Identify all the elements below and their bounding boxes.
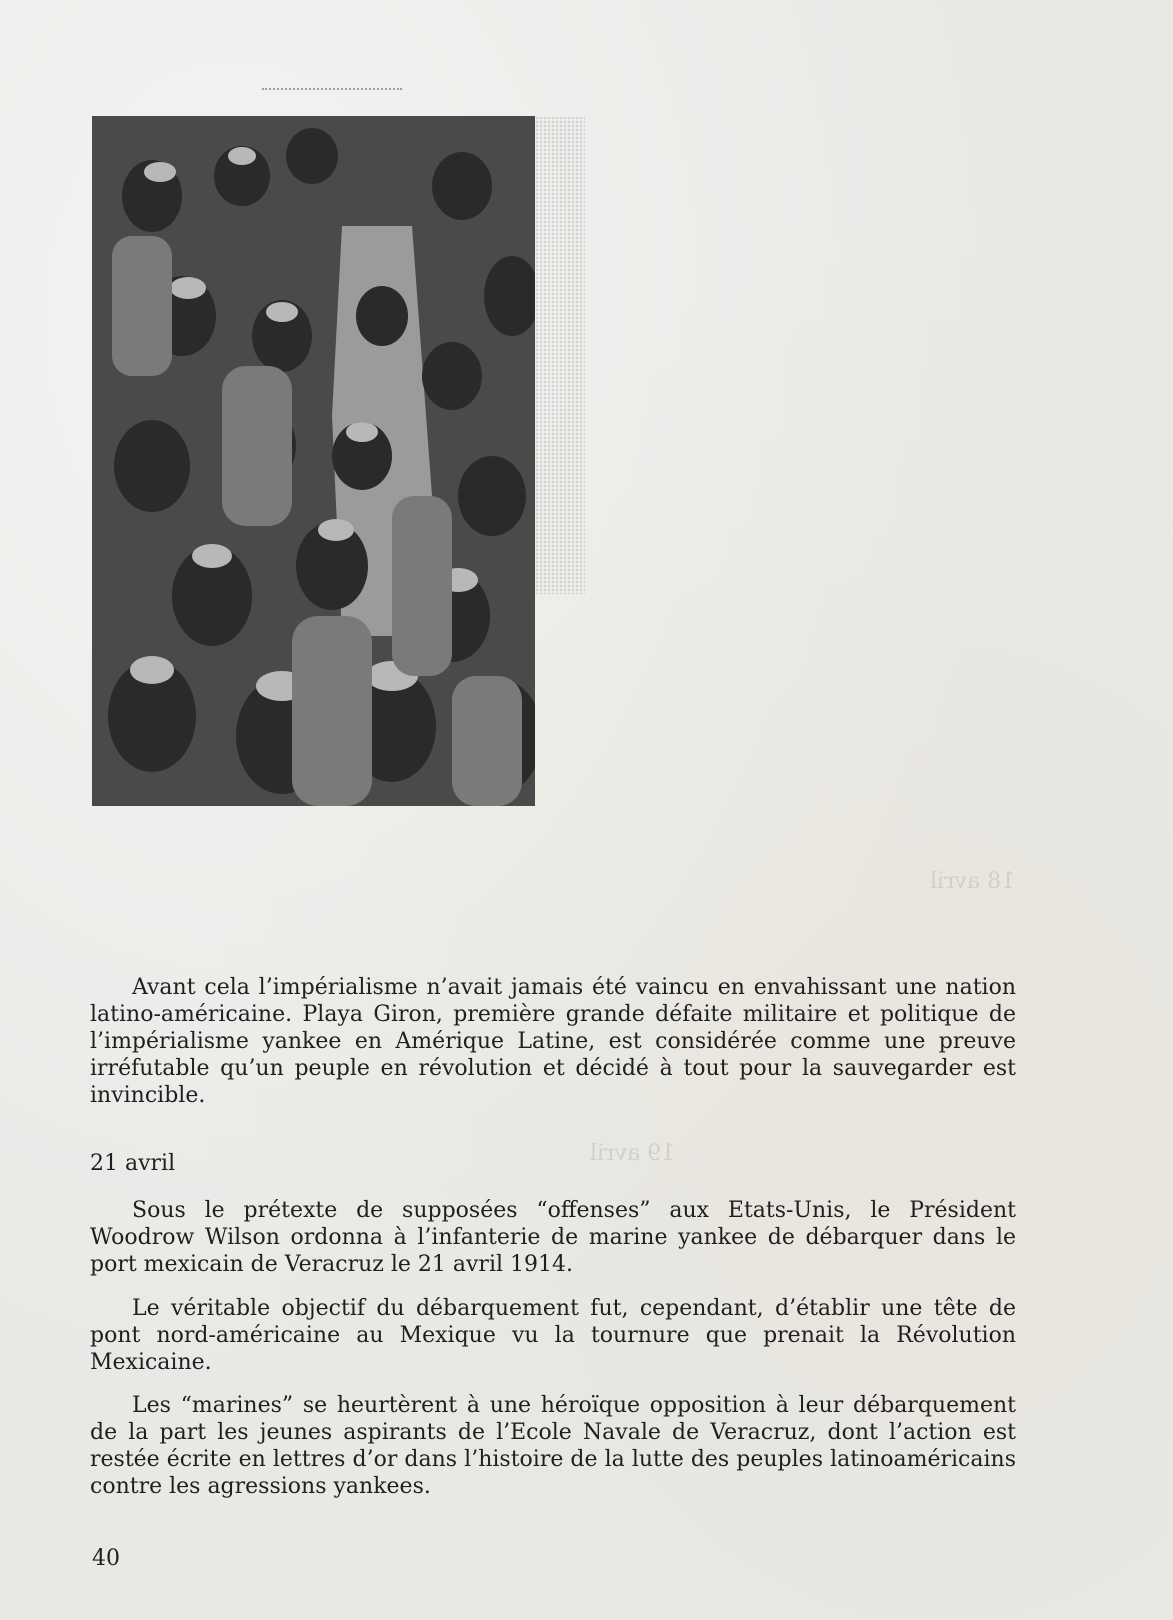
paragraph-2-text: Le véritable objectif du débarquement fut, cependant, d’établir une tête de pont nord-américaine au Mexique vu la tournure que prenait la Révolution Mexicaine.	[90, 1296, 1016, 1375]
intro-paragraph	[90, 974, 1016, 1109]
paragraph-1	[90, 1197, 1016, 1278]
photo-offset-shadow	[535, 116, 585, 594]
paragraph-2	[90, 1295, 1016, 1376]
show-through-text: 18 avril	[930, 869, 1016, 894]
intro-paragraph-text: Avant cela l’impérialisme n’avait jamais été vaincu en envahissant une nation latino-américaine. Playa Giron, première grande défaite militaire et politique de l’impérialisme yankee en Amérique Latine, est considérée comme une preuve irréfutable qu’un peuple en révolution et décidé à tout pour la sauvegarder est invincible.	[90, 975, 1016, 1108]
paragraph-1-text: Sous le prétexte de supposées “offenses” aux Etats-Unis, le Président Woodrow Wilson ordonna à l’infanterie de marine yankee de débarquer dans le port mexicain de Veracruz le 21 avril 1914.	[90, 1198, 1016, 1277]
top-marks	[262, 88, 402, 96]
crowd-photograph	[92, 116, 535, 806]
show-through-text: 19 avril	[590, 1141, 676, 1166]
page-number: 40	[92, 1546, 120, 1571]
crowd-photograph-drawing	[92, 116, 535, 806]
paragraph-3	[90, 1392, 1016, 1500]
section-heading: 21 avril	[90, 1151, 176, 1176]
paragraph-3-text: Les “marines” se heurtèrent à une héroïque opposition à leur débarquement de la part les jeunes aspirants de l’Ecole Navale de Veracruz, dont l’action est restée écrite en lettres d’or dans l’histoire de la lutte des peuples latinoaméricains contre les agressions yankees.	[90, 1393, 1016, 1499]
